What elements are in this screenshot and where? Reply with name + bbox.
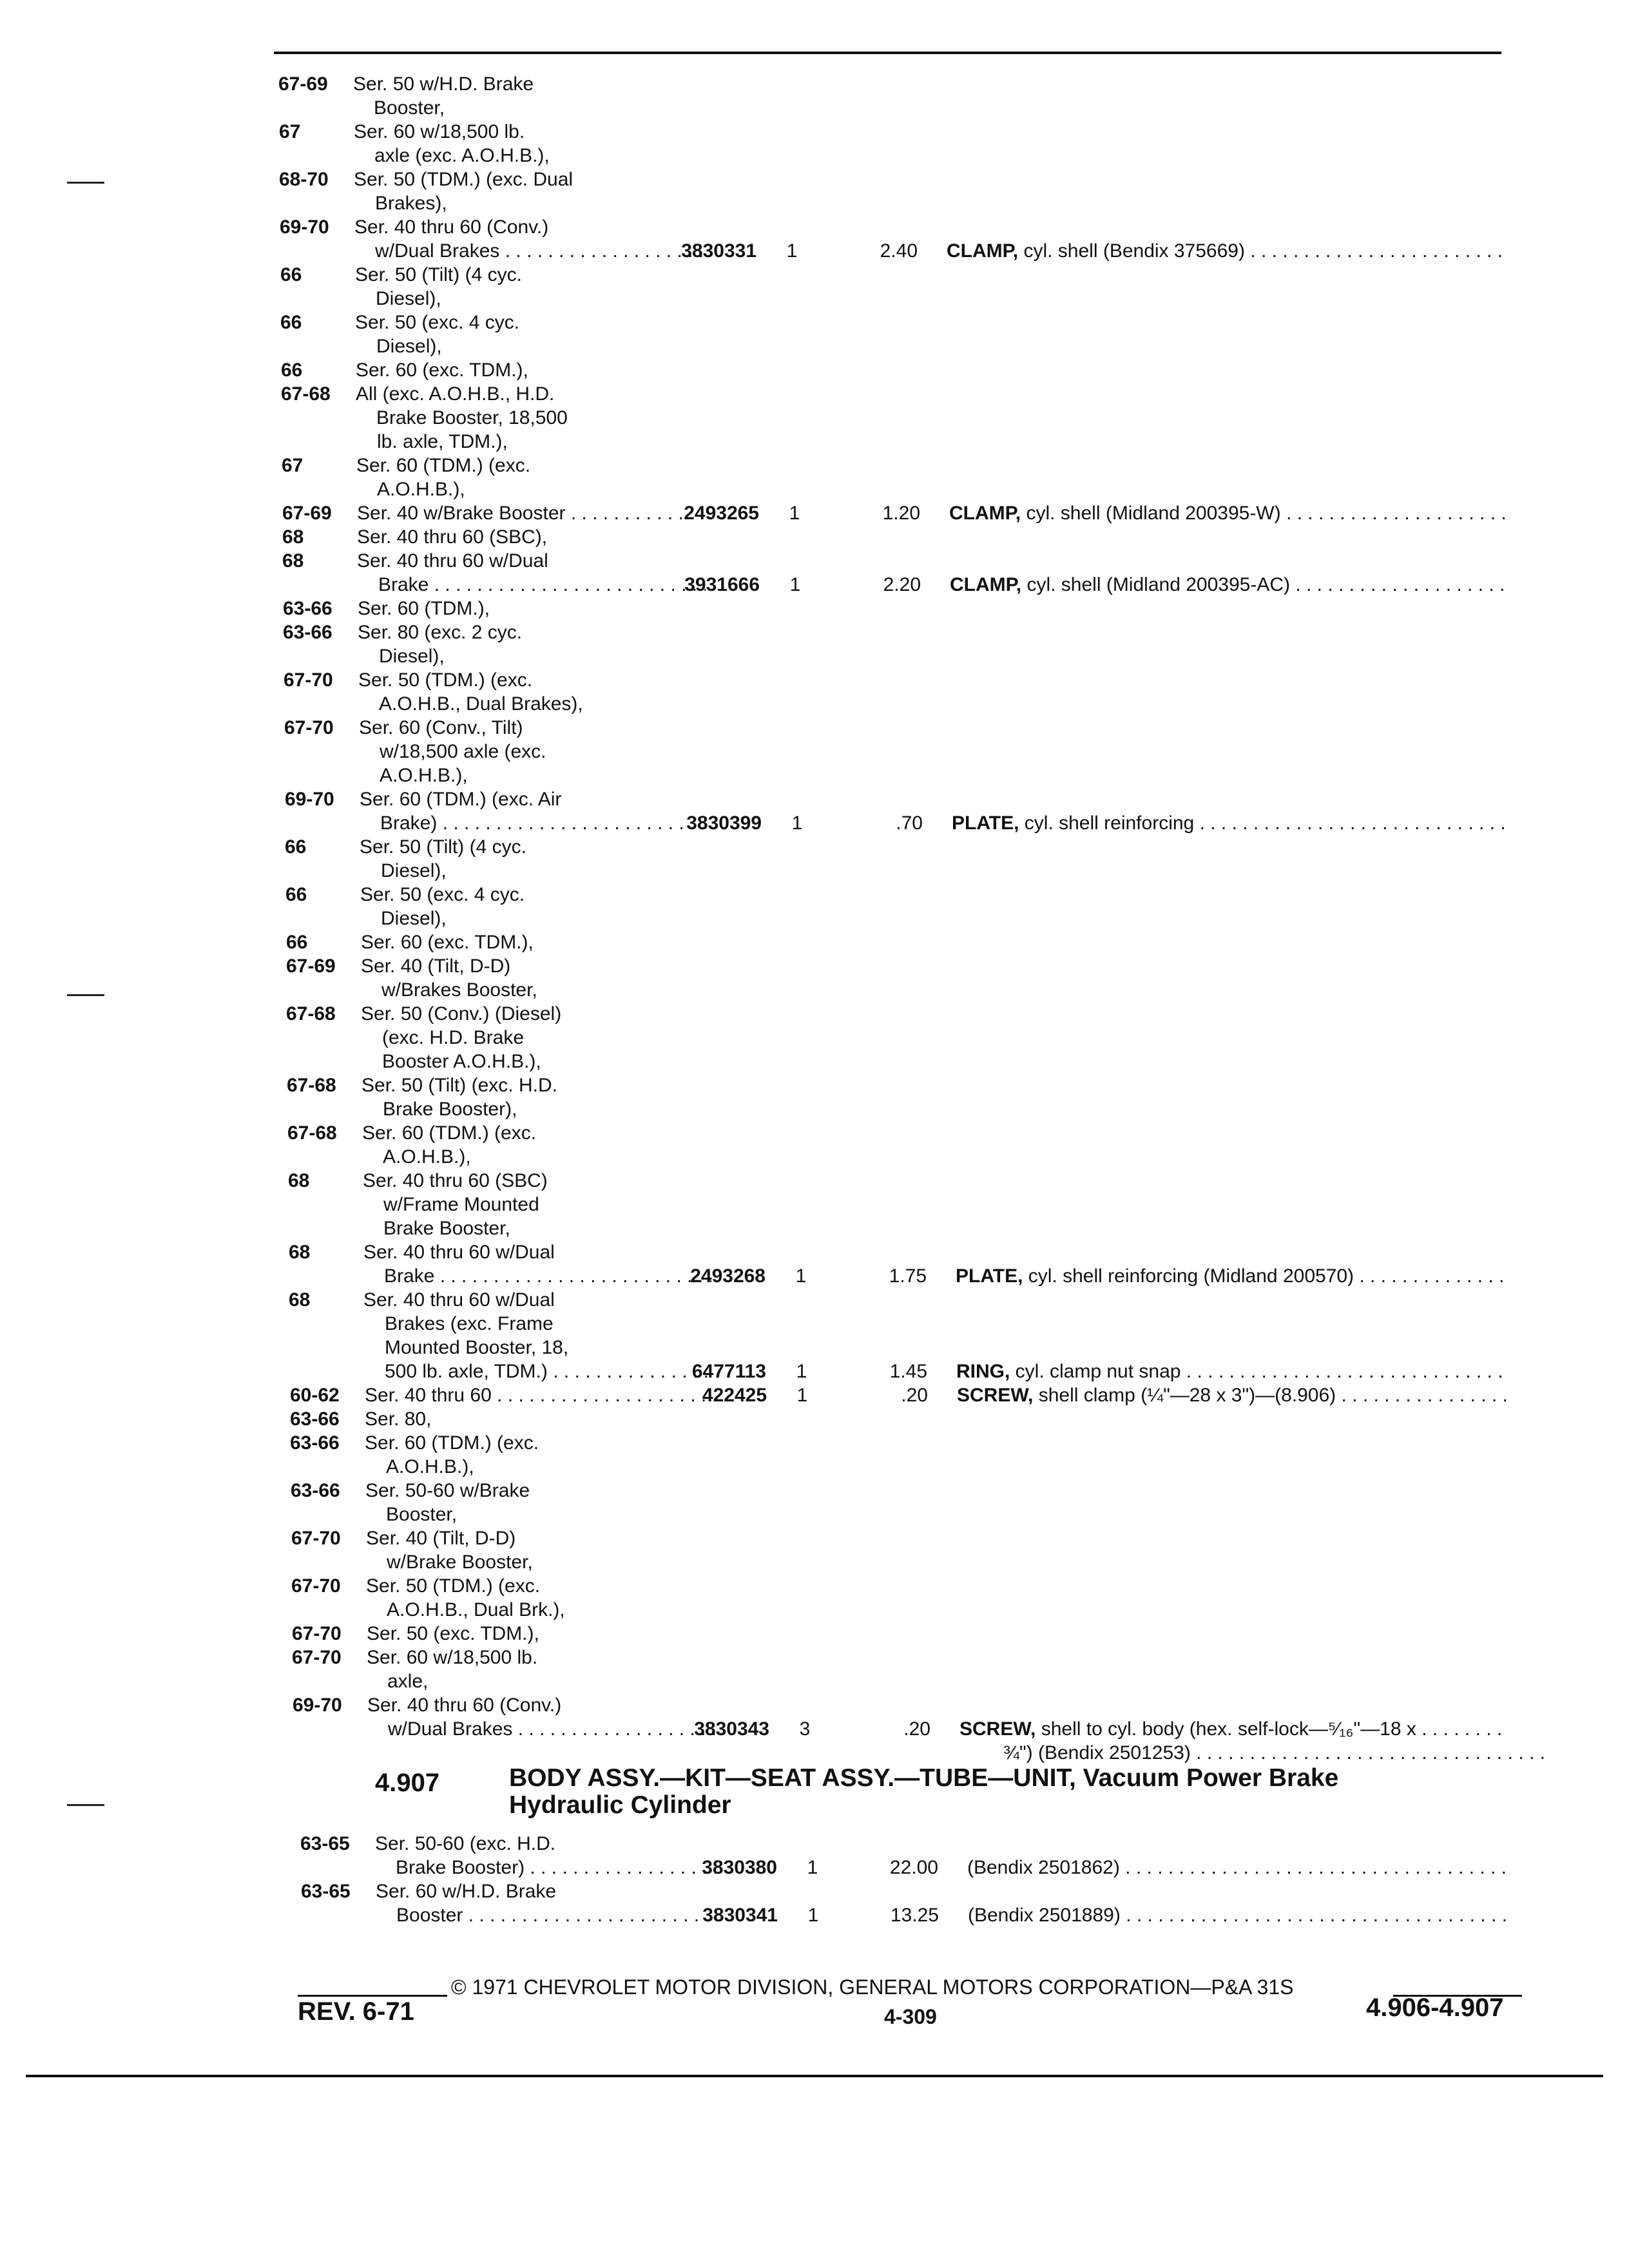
table-row [0, 1718, 1629, 1740]
section-title-continued: Hydraulic Cylinder [509, 1791, 731, 1819]
part-number: 422425 [702, 1385, 767, 1406]
model-year: 68-70 [279, 169, 329, 190]
application-description: Ser. 50 (TDM.) (exc. Dual [354, 169, 574, 190]
application-description: w/Dual Brakes . . . [375, 240, 702, 262]
revision-label: REV. 6-71 [298, 1997, 414, 2026]
table-row [0, 669, 1629, 691]
application-description: Mounted Booster, 18, [385, 1337, 569, 1358]
table-row [0, 1671, 1629, 1693]
table-row [0, 169, 1629, 191]
part-name-noun: CLAMP, [949, 503, 1021, 524]
price: 2.40 [880, 240, 918, 262]
part-name [957, 1385, 1508, 1407]
table-row [0, 1075, 1629, 1097]
model-year: 67 [282, 455, 304, 476]
part-name-detail: (Bendix 2501862) [967, 1857, 1120, 1878]
model-year: 67-69 [282, 503, 332, 524]
model-year: 63-66 [291, 1480, 340, 1501]
table-row [0, 97, 1629, 119]
application-description: Ser. 60 w/18,500 lb. [367, 1647, 538, 1668]
table-row [0, 1552, 1629, 1573]
application-description: A.O.H.B., Dual Brakes), [379, 693, 583, 715]
table-row [0, 1170, 1629, 1192]
application-description: w/Frame Mounted [383, 1194, 539, 1215]
model-year: 67-70 [292, 1647, 342, 1668]
application-description: w/Brake Booster, [387, 1552, 533, 1573]
table-row [0, 1575, 1629, 1597]
application-description: w/Dual Brakes . . . [388, 1718, 715, 1740]
table-row [0, 574, 1629, 596]
table-row [0, 979, 1629, 1001]
model-year: 63-65 [301, 1881, 351, 1902]
part-number: 2493268 [690, 1265, 766, 1287]
table-row [0, 956, 1629, 977]
application-description: Ser. 60 (TDM.) (exc. Air [360, 789, 562, 810]
application-description: Ser. 60 (TDM.) (exc. [356, 455, 531, 476]
application-description: Brake Booster), [383, 1099, 517, 1120]
application-description: Ser. 60 (TDM.) (exc. [362, 1122, 537, 1144]
model-year: 67-68 [287, 1075, 336, 1096]
model-year: 68 [289, 1289, 311, 1311]
part-name-noun: SCREW, [959, 1718, 1036, 1740]
application-description: A.O.H.B., Dual Brk.), [387, 1599, 565, 1620]
application-description: axle, [387, 1671, 429, 1692]
part-name [950, 574, 1508, 596]
application-description: Ser. 50 w/H.D. Brake [353, 73, 534, 95]
price: .20 [901, 1385, 928, 1406]
table-row [0, 1480, 1629, 1502]
part-name [952, 812, 1508, 834]
table-row [0, 741, 1629, 763]
quantity: 3 [799, 1718, 811, 1740]
application-description: A.O.H.B.), [383, 1146, 471, 1168]
table-row [0, 503, 1629, 524]
model-year: 66 [285, 884, 307, 905]
table-row [0, 1265, 1629, 1287]
model-year: 63-66 [283, 622, 333, 643]
part-number: 3830380 [702, 1857, 777, 1878]
table-row [0, 1599, 1629, 1621]
table-row [0, 216, 1629, 238]
table-row [0, 622, 1629, 644]
price: 1.20 [882, 503, 920, 524]
application-description: All (exc. A.O.H.B., H.D. [356, 383, 555, 405]
model-year: 68 [288, 1170, 310, 1191]
table-row [0, 1742, 1629, 1764]
table-row [0, 765, 1629, 787]
table-row [0, 1456, 1629, 1478]
part-name [1003, 1742, 1552, 1764]
application-description: Diesel), [376, 336, 442, 357]
table-row [0, 431, 1629, 453]
application-description: 500 lb. axle, TDM.) . . . [385, 1361, 712, 1383]
table-row [0, 812, 1629, 834]
application-description: Ser. 40 thru 60 (SBC) [363, 1170, 548, 1191]
application-description: Ser. 50 (exc. 4 cyc. [355, 312, 520, 333]
quantity: 1 [807, 1905, 819, 1926]
model-year: 68 [289, 1242, 311, 1263]
application-description: Brake Booster, 18,500 [376, 407, 568, 428]
model-year: 63-65 [300, 1833, 350, 1854]
table-row [0, 693, 1629, 715]
part-name-noun: CLAMP, [947, 240, 1019, 262]
table-row [0, 1833, 1629, 1855]
application-description: axle (exc. A.O.H.B.), [374, 145, 550, 166]
table-row [0, 1337, 1629, 1359]
model-year: 67 [279, 121, 301, 142]
table-row [0, 73, 1629, 95]
model-year: 67-68 [286, 1003, 336, 1024]
part-number: 6477113 [691, 1361, 766, 1382]
part-name [967, 1857, 1508, 1879]
quantity: 1 [795, 1265, 807, 1287]
price: 2.20 [883, 574, 921, 595]
application-description: Brake . . . [384, 1265, 711, 1287]
table-row [0, 1194, 1629, 1216]
application-description: w/18,500 axle (exc. [380, 741, 546, 762]
application-description: Ser. 50 (Tilt) (4 cyc. [355, 264, 522, 285]
table-row [0, 240, 1629, 262]
model-year: 63-66 [283, 598, 333, 619]
copyright-notice: © 1971 CHEVROLET MOTOR DIVISION, GENERAL MOTORS CORPORATION—P&A 31S [451, 1975, 1294, 1999]
table-row [0, 1242, 1629, 1264]
table-row [0, 1027, 1629, 1049]
model-year: 67-69 [286, 956, 336, 977]
table-row [0, 479, 1629, 501]
model-year: 60-62 [290, 1385, 340, 1406]
page-number: 4-309 [884, 2005, 937, 2028]
table-row [0, 407, 1629, 429]
part-name [956, 1361, 1508, 1383]
application-description: Ser. 60 (exc. TDM.), [356, 360, 528, 381]
model-year: 66 [280, 264, 302, 285]
application-description: Booster, [386, 1504, 458, 1525]
margin-mark [67, 1804, 104, 1806]
part-name [947, 240, 1508, 262]
application-description: A.O.H.B.), [377, 479, 465, 500]
model-year: 63-66 [290, 1408, 340, 1430]
application-description: Diesel), [381, 908, 447, 929]
price: .20 [903, 1718, 930, 1740]
application-description: Brake Booster, [383, 1218, 510, 1239]
application-description: Ser. 50 (exc. 4 cyc. [360, 884, 525, 905]
table-row [0, 1146, 1629, 1168]
table-row [0, 1647, 1629, 1669]
model-year: 66 [280, 312, 302, 333]
application-description: Ser. 60 (Conv., Tilt) [359, 717, 523, 738]
price: 13.25 [890, 1905, 939, 1926]
application-description: Booster A.O.H.B.), [382, 1051, 541, 1072]
part-name-detail: cyl. shell reinforcing [1019, 812, 1195, 834]
price: 22.00 [889, 1857, 938, 1878]
price: 1.45 [889, 1361, 927, 1382]
application-description: Ser. 60 w/H.D. Brake [376, 1881, 557, 1902]
application-description: Ser. 50 (exc. TDM.), [367, 1623, 539, 1644]
table-row [0, 1289, 1629, 1311]
table-row [0, 1408, 1629, 1430]
part-name [949, 503, 1508, 524]
model-year: 67-70 [292, 1623, 342, 1644]
application-description: Ser. 60 (exc. TDM.), [361, 932, 534, 953]
model-year: 66 [285, 836, 307, 858]
application-description: Ser. 40 thru 60 (SBC), [357, 526, 548, 548]
part-name-detail: cyl. clamp nut snap [1010, 1361, 1181, 1382]
application-description: Diesel), [381, 860, 447, 881]
part-name-noun: RING, [956, 1361, 1010, 1382]
section-title: BODY ASSY.—KIT—SEAT ASSY.—TUBE—UNIT, Vacuum Power Brake [509, 1764, 1339, 1792]
table-row [0, 646, 1629, 668]
part-name-detail: cyl. shell (Midland 200395-W) [1021, 503, 1281, 524]
part-number: 3830343 [694, 1718, 769, 1740]
part-name-noun: PLATE, [956, 1265, 1023, 1287]
part-number: 3931666 [684, 574, 760, 595]
quantity: 1 [789, 503, 800, 524]
table-row [0, 1623, 1629, 1645]
application-description: Diesel), [379, 646, 445, 667]
application-description: Ser. 50 (Tilt) (4 cyc. [360, 836, 526, 858]
model-year: 67-69 [278, 73, 328, 95]
model-year: 66 [281, 360, 303, 381]
table-row [0, 1003, 1629, 1025]
application-description: Booster . . . [396, 1905, 724, 1927]
table-row [0, 1528, 1629, 1550]
quantity: 1 [786, 240, 798, 262]
table-row [0, 1695, 1629, 1716]
application-description: Ser. 40 thru 60 w/Dual [357, 550, 548, 572]
application-description: lb. axle, TDM.), [377, 431, 508, 452]
model-year: 63-66 [290, 1432, 340, 1454]
application-description: Ser. 80, [365, 1408, 432, 1430]
part-name-noun: CLAMP, [950, 574, 1022, 595]
table-row [0, 598, 1629, 620]
table-row [0, 1218, 1629, 1240]
application-description: Brake Booster) . . . [396, 1857, 723, 1879]
model-year: 68 [282, 526, 304, 548]
application-description: Ser. 40 (Tilt, D-D) [361, 956, 511, 977]
table-row [0, 908, 1629, 930]
part-name-detail: shell clamp (¼"—28 x 3")—(8.906) [1033, 1385, 1336, 1406]
table-row [0, 1099, 1629, 1120]
application-description: Ser. 60 (TDM.), [358, 598, 490, 619]
application-description: Brake) . . . [380, 812, 708, 834]
application-description: Ser. 40 thru 60 . . . [365, 1385, 713, 1407]
quantity: 1 [807, 1857, 818, 1878]
quantity: 1 [796, 1385, 808, 1406]
bottom-rule [26, 2075, 1603, 2077]
table-row [0, 336, 1629, 358]
application-description: Diesel), [376, 288, 441, 309]
model-year: 69-70 [293, 1695, 342, 1716]
part-name-detail: shell to cyl. body (hex. self-lock—⁵⁄₁₆"—18 x [1036, 1718, 1416, 1740]
table-row [0, 1881, 1629, 1903]
application-description: Ser. 40 thru 60 w/Dual [363, 1289, 555, 1311]
table-row [0, 288, 1629, 310]
table-row [0, 312, 1629, 334]
table-row [0, 121, 1629, 143]
table-row [0, 932, 1629, 954]
application-description: Ser. 60 (TDM.) (exc. [365, 1432, 539, 1454]
table-row [0, 383, 1629, 405]
model-year: 69-70 [285, 789, 334, 810]
part-name [968, 1905, 1508, 1927]
application-description: Brakes), [375, 193, 447, 214]
table-row [0, 1361, 1629, 1383]
application-description: Booster, [374, 97, 445, 119]
part-name [959, 1718, 1508, 1740]
table-row [0, 550, 1629, 572]
quantity: 1 [791, 812, 803, 834]
part-name-detail: cyl. shell (Midland 200395-AC) [1021, 574, 1290, 595]
table-row [0, 1857, 1629, 1879]
part-name-detail: cyl. shell (Bendix 375669) [1018, 240, 1245, 262]
table-row [0, 1385, 1629, 1407]
quantity: 1 [789, 574, 801, 595]
section-number: 4.907 [375, 1769, 440, 1797]
table-row [0, 1905, 1629, 1927]
model-year: 67-70 [291, 1575, 341, 1597]
application-description: Ser. 40 thru 60 (Conv.) [367, 1695, 562, 1716]
model-year: 68 [282, 550, 304, 572]
part-name-noun: PLATE, [952, 812, 1019, 834]
table-row [0, 455, 1629, 477]
application-description: Brakes (exc. Frame [385, 1313, 554, 1334]
part-number: 3830341 [702, 1905, 778, 1926]
table-row [0, 1122, 1629, 1144]
table-row [0, 860, 1629, 882]
table-row [0, 884, 1629, 906]
table-row [0, 1504, 1629, 1526]
table-row [0, 1432, 1629, 1454]
application-description: Ser. 50 (TDM.) (exc. [358, 669, 533, 691]
table-row [0, 264, 1629, 286]
part-number: 2493265 [684, 503, 759, 524]
price: .70 [896, 812, 923, 834]
price: 1.75 [889, 1265, 927, 1287]
part-name [956, 1265, 1508, 1287]
table-row [0, 526, 1629, 548]
model-year: 69-70 [280, 216, 329, 238]
top-rule [274, 52, 1501, 54]
application-description: w/Brakes Booster, [381, 979, 537, 1001]
application-description: Ser. 40 w/Brake Booster . . . [357, 503, 705, 524]
model-year: 67-68 [281, 383, 331, 405]
table-row [0, 1051, 1629, 1073]
application-description: A.O.H.B.), [386, 1456, 474, 1477]
table-row [0, 145, 1629, 167]
application-description: Ser. 50-60 w/Brake [365, 1480, 530, 1501]
application-description: (exc. H.D. Brake [382, 1027, 525, 1048]
table-row [0, 1313, 1629, 1335]
section-range: 4.906-4.907 [1366, 1994, 1504, 2022]
application-description: Ser. 50 (TDM.) (exc. [366, 1575, 541, 1597]
table-row [0, 193, 1629, 215]
footer-rule-left [298, 1995, 447, 1997]
part-name-detail: ¾") (Bendix 2501253) [1003, 1742, 1191, 1763]
part-name-noun: SCREW, [957, 1385, 1034, 1406]
table-row [0, 789, 1629, 811]
quantity: 1 [796, 1361, 807, 1382]
application-description: Ser. 40 thru 60 w/Dual [363, 1242, 555, 1263]
part-name-detail: cyl. shell reinforcing (Midland 200570) [1023, 1265, 1354, 1287]
model-year: 67-68 [287, 1122, 337, 1144]
application-description: Brake . . . [378, 574, 706, 596]
model-year: 67-70 [291, 1528, 341, 1549]
application-description: A.O.H.B.), [380, 765, 468, 786]
part-name-detail: (Bendix 2501889) [968, 1905, 1121, 1926]
model-year: 67-70 [284, 717, 334, 738]
application-description: Ser. 60 w/18,500 lb. [354, 121, 525, 142]
part-number: 3830331 [681, 240, 757, 262]
table-row [0, 360, 1629, 381]
model-year: 66 [286, 932, 308, 953]
application-description: Ser. 50 (Conv.) (Diesel) [361, 1003, 562, 1024]
application-description: Ser. 50-60 (exc. H.D. [375, 1833, 556, 1854]
table-row [0, 717, 1629, 739]
application-description: Ser. 80 (exc. 2 cyc. [358, 622, 523, 643]
table-row [0, 836, 1629, 858]
application-description: Ser. 50 (Tilt) (exc. H.D. [361, 1075, 557, 1096]
part-number: 3830399 [686, 812, 762, 834]
application-description: Ser. 40 (Tilt, D-D) [366, 1528, 516, 1549]
application-description: Ser. 40 thru 60 (Conv.) [354, 216, 549, 238]
model-year: 67-70 [284, 669, 333, 691]
